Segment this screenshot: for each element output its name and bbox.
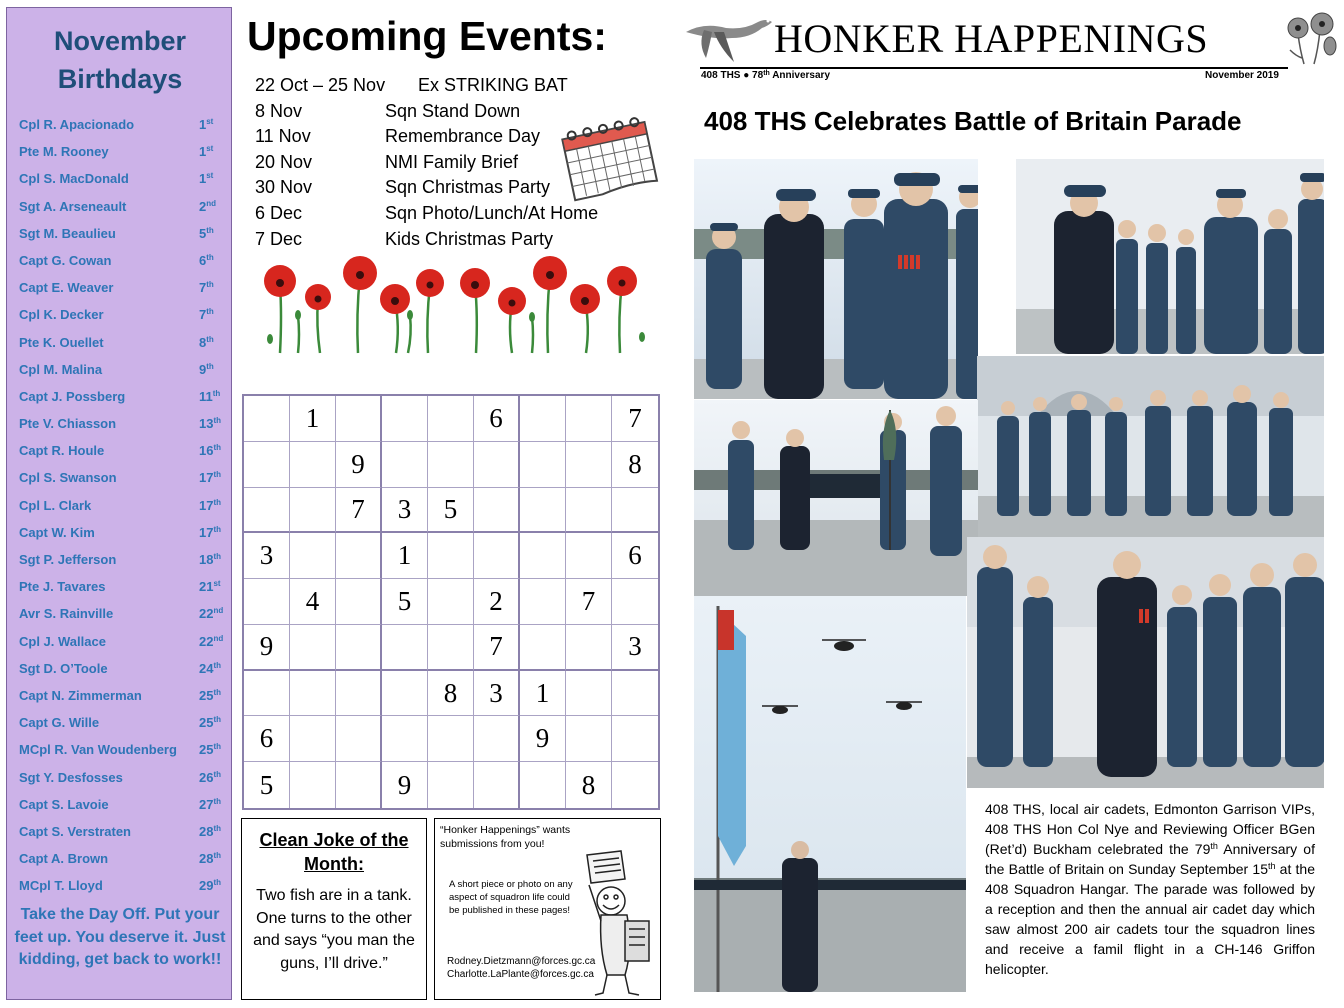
birthday-day: 18th [199, 552, 222, 567]
birthday-name: Capt A. Brown [19, 851, 109, 867]
birthday-name: Capt R. Houle [19, 443, 105, 459]
sudoku-cell[interactable] [336, 762, 382, 808]
sudoku-cell[interactable] [612, 579, 658, 625]
email-link-2[interactable]: Charlotte.LaPlante@forces.gc.ca [447, 969, 594, 980]
parade-photo-flypast [694, 596, 966, 992]
birthday-name: Pte J. Tavares [19, 579, 106, 595]
sudoku-cell[interactable]: 7 [474, 625, 520, 671]
birthday-row [19, 248, 223, 275]
birthday-row [19, 737, 223, 764]
birthday-day: 8th [199, 334, 214, 350]
sudoku-cell[interactable] [566, 488, 612, 534]
birthday-name: Avr S. Rainville [19, 606, 114, 622]
sudoku-cell[interactable] [474, 442, 520, 488]
birthday-day: 9th [199, 361, 214, 377]
birthday-name: Cpl L. Clark [19, 497, 92, 513]
birthday-day: 6th [199, 252, 214, 268]
birthday-day: 11th [199, 388, 221, 404]
parade-photo-cadets [1016, 159, 1324, 354]
event-date: 30 Nov [255, 177, 313, 198]
sudoku-cell[interactable]: 7 [612, 396, 658, 442]
sudoku-cell[interactable] [290, 488, 336, 534]
submissions-body: A short piece or photo on any aspect of squadron life could be published in these pages! [449, 879, 573, 916]
goose-logo-icon [684, 8, 776, 64]
sudoku-cell[interactable] [290, 533, 336, 579]
sudoku-cell[interactable] [290, 442, 336, 488]
sudoku-cell[interactable] [244, 442, 290, 488]
event-date: 7 Dec [255, 228, 303, 249]
birthday-day: 21st [199, 579, 221, 595]
events-title: Upcoming Events: [247, 13, 607, 59]
sudoku-cell[interactable] [336, 579, 382, 625]
birthdays-panel [6, 7, 232, 1000]
joke-box [241, 818, 427, 1000]
sudoku-cell[interactable] [336, 533, 382, 579]
sudoku-cell[interactable] [336, 625, 382, 671]
sudoku-cell[interactable]: 9 [520, 716, 566, 762]
birthday-day: 25th [199, 687, 222, 703]
sudoku-cell[interactable] [244, 396, 290, 442]
sudoku-cell[interactable] [566, 533, 612, 579]
sudoku-cell[interactable] [382, 716, 428, 762]
birthday-row [19, 411, 223, 438]
email-link-1[interactable]: Rodney.Dietzmann@forces.gc.ca [447, 956, 596, 967]
event-name: Sqn Christmas Party [385, 177, 551, 198]
sudoku-cell[interactable]: 5 [428, 488, 474, 534]
birthday-row [19, 465, 223, 492]
event-name: Ex STRIKING BAT [418, 75, 568, 95]
birthday-name: MCpl R. Van Woudenberg [19, 742, 177, 758]
event-name: Kids Christmas Party [385, 228, 554, 249]
event-name: Sqn Stand Down [385, 100, 521, 121]
sudoku-cell[interactable] [474, 762, 520, 808]
sudoku-cell[interactable]: 8 [428, 671, 474, 717]
sudoku-cell[interactable]: 3 [382, 488, 428, 534]
birthday-name: Cpl S. MacDonald [19, 171, 129, 187]
event-row [255, 72, 675, 98]
sudoku-cell[interactable]: 5 [382, 579, 428, 625]
birthday-name: Sgt A. Arseneault [19, 198, 127, 214]
sudoku-cell[interactable] [290, 762, 336, 808]
birthday-day: 29th [199, 878, 222, 894]
sudoku-grid[interactable] [242, 394, 660, 810]
birthday-row [19, 819, 223, 846]
event-name: Sqn Photo/Lunch/At Home [385, 202, 599, 223]
event-date: 6 Dec [255, 202, 303, 223]
calendar-icon [555, 112, 665, 202]
sudoku-cell[interactable] [290, 671, 336, 717]
sudoku-cell[interactable]: 9 [382, 762, 428, 808]
birthday-row [19, 139, 223, 166]
birthday-day: 16th [199, 443, 222, 459]
sudoku-cell[interactable] [566, 442, 612, 488]
event-date: 8 Nov [255, 100, 303, 121]
parade-photo-inspection [694, 159, 978, 399]
sudoku-cell[interactable] [474, 488, 520, 534]
birthdays-title: November Birthdays [53, 26, 187, 94]
birthday-row [19, 275, 223, 302]
sudoku-cell[interactable] [566, 625, 612, 671]
sudoku-cell[interactable] [566, 396, 612, 442]
birthday-row [19, 629, 223, 656]
sudoku-cell[interactable] [382, 625, 428, 671]
sudoku-cell[interactable]: 8 [612, 442, 658, 488]
sudoku-cell[interactable] [428, 396, 474, 442]
article-body: 408 THS, local air cadets, Edmonton Garrison VIPs, 408 THS Hon Col Nye and Reviewing Officer BGen (Ret’d) Buckham celebrated the 79th Anniversary of the Battle of Britain on Sunday September 15th at the 408 Squadron Hangar. The parade was followed by a reception and then the annual air cadet day which saw almost 200 air cadets tour the squadron lines and receive a famil flight in a CH-146 Griffon helicopter. [985, 801, 1315, 977]
birthday-row [19, 493, 223, 520]
anniversary-label: 408 THS ● 78th Anniversary [701, 70, 831, 81]
event-name: NMI Family Brief [385, 151, 519, 172]
birthday-name: Capt G. Cowan [19, 252, 112, 268]
parade-photo-reviewing-officer [967, 537, 1324, 788]
birthday-name: Capt N. Zimmerman [19, 687, 142, 703]
sudoku-cell[interactable]: 3 [244, 533, 290, 579]
birthday-day: 28th [199, 823, 222, 839]
sudoku-cell[interactable] [244, 579, 290, 625]
sudoku-cell[interactable]: 7 [566, 579, 612, 625]
birthday-name: Cpl R. Apacionado [19, 117, 135, 132]
poppies-illustration [250, 255, 660, 355]
sudoku-cell[interactable] [520, 488, 566, 534]
birthday-row [19, 330, 223, 357]
birthday-name: Capt J. Possberg [19, 388, 126, 404]
event-row [255, 200, 675, 226]
sudoku-cell[interactable]: 6 [474, 396, 520, 442]
birthday-name: Capt S. Lavoie [19, 796, 109, 812]
sudoku-cell[interactable]: 3 [474, 671, 520, 717]
submissions-emails [447, 955, 595, 981]
event-date: 20 Nov [255, 151, 313, 172]
birthday-row [19, 221, 223, 248]
event-date: 11 Nov [255, 126, 311, 147]
sudoku-cell[interactable] [290, 625, 336, 671]
sudoku-cell[interactable] [566, 671, 612, 717]
birthday-row [19, 710, 223, 737]
sudoku-cell[interactable] [382, 396, 428, 442]
event-date: 22 Oct – 25 Nov [255, 75, 386, 95]
birthday-name: Pte K. Ouellet [19, 334, 104, 350]
newsletter-title: HONKER HAPPENINGS [774, 16, 1209, 61]
birthday-name: Cpl K. Decker [19, 307, 104, 323]
sudoku-cell[interactable]: 2 [474, 579, 520, 625]
sudoku-cell[interactable] [428, 716, 474, 762]
birthday-day: 22nd [199, 606, 224, 622]
birthday-name: Pte M. Rooney [19, 144, 109, 160]
sudoku-cell[interactable] [428, 442, 474, 488]
birthday-row [19, 194, 223, 221]
sudoku-cell[interactable]: 5 [244, 762, 290, 808]
birthday-day: 7th [199, 307, 214, 323]
sudoku-cell[interactable] [520, 396, 566, 442]
joke-body: Two fish are in a tank. One turns to the other and says “you man the guns, I’ll drive.” [253, 887, 415, 972]
birthday-name: Sgt D. O’Toole [19, 660, 108, 676]
sudoku-cell[interactable] [336, 396, 382, 442]
birthday-name: MCpl T. Lloyd [19, 878, 103, 894]
birthday-row [19, 384, 223, 411]
birthday-name: Pte V. Chiasson [19, 416, 117, 432]
birthday-row [19, 547, 223, 574]
sudoku-cell[interactable]: 3 [612, 625, 658, 671]
submissions-heading: “Honker Happenings” wants submissions from you! [440, 824, 571, 850]
birthday-day: 1st [199, 171, 214, 187]
event-row [255, 226, 675, 252]
sudoku-cell[interactable] [428, 533, 474, 579]
birthday-row [19, 792, 223, 819]
birthday-day: 26th [199, 769, 222, 785]
sudoku-cell[interactable] [244, 671, 290, 717]
parade-photo-march [977, 356, 1324, 537]
poppy-corner-icon [1280, 6, 1340, 66]
birthday-day: 17th [199, 497, 222, 513]
birthday-row [19, 846, 223, 873]
sudoku-cell[interactable]: 6 [612, 533, 658, 579]
birthday-name: Cpl J. Wallace [19, 633, 106, 649]
birthday-day: 17th [199, 524, 222, 540]
birthday-day: 13th [199, 416, 222, 432]
event-name: Remembrance Day [385, 126, 541, 147]
sudoku-cell[interactable] [612, 716, 658, 762]
birthday-row [19, 873, 223, 900]
sudoku-cell[interactable] [382, 442, 428, 488]
sudoku-cell[interactable] [474, 533, 520, 579]
joke-title: Clean Joke of the Month: [259, 830, 409, 874]
sudoku-cell[interactable] [612, 671, 658, 717]
birthday-day: 1st [199, 144, 214, 160]
sudoku-cell[interactable] [474, 716, 520, 762]
sudoku-cell[interactable]: 1 [290, 396, 336, 442]
birthday-day: 17th [199, 470, 222, 486]
sudoku-cell[interactable] [382, 671, 428, 717]
birthday-day: 27th [199, 796, 222, 812]
birthday-day: 25th [199, 742, 222, 758]
article-headline: 408 THS Celebrates Battle of Britain Parade [704, 106, 1242, 136]
birthday-name: Capt S. Verstraten [19, 823, 131, 839]
sudoku-cell[interactable]: 4 [290, 579, 336, 625]
sudoku-cell[interactable]: 1 [520, 671, 566, 717]
birthday-day: 22nd [199, 633, 224, 649]
birthday-row [19, 438, 223, 465]
header-rule [700, 67, 1288, 69]
sudoku-cell[interactable]: 7 [336, 488, 382, 534]
birthday-day: 5th [199, 225, 214, 241]
birthdays-footer: Take the Day Off. Put your feet up. You deserve it. Just kidding, get back to work!! [14, 906, 226, 968]
birthday-name: Sgt P. Jefferson [19, 552, 117, 567]
sudoku-cell[interactable] [428, 625, 474, 671]
birthday-row [19, 601, 223, 628]
sudoku-cell[interactable] [336, 671, 382, 717]
sudoku-cell[interactable] [520, 533, 566, 579]
birthday-row [19, 683, 223, 710]
birthday-day: 7th [199, 280, 214, 296]
birthday-day: 25th [199, 715, 222, 731]
birthday-name: Capt G. Wille [19, 715, 100, 731]
birthday-list [19, 112, 223, 900]
birthday-row [19, 765, 223, 792]
sudoku-cell[interactable] [290, 716, 336, 762]
birthday-row [19, 302, 223, 329]
birthday-day: 2nd [199, 198, 217, 214]
sudoku-cell[interactable] [520, 579, 566, 625]
sudoku-cell[interactable] [520, 625, 566, 671]
birthday-row [19, 112, 223, 139]
birthday-day: 24th [199, 660, 222, 676]
sudoku-cell[interactable] [336, 716, 382, 762]
sudoku-cell[interactable] [520, 442, 566, 488]
birthday-day: 1st [199, 117, 214, 132]
birthday-name: Cpl S. Swanson [19, 470, 117, 486]
sudoku-cell[interactable] [612, 762, 658, 808]
sudoku-cell[interactable]: 8 [566, 762, 612, 808]
birthday-row [19, 166, 223, 193]
sudoku-cell[interactable] [428, 762, 474, 808]
birthday-day: 28th [199, 851, 222, 867]
sudoku-cell[interactable] [244, 488, 290, 534]
birthday-row [19, 574, 223, 601]
sudoku-cell[interactable] [566, 716, 612, 762]
sudoku-cell[interactable]: 9 [244, 625, 290, 671]
newspaper-cartoon-icon [581, 849, 657, 997]
birthday-row [19, 520, 223, 547]
birthday-name: Sgt Y. Desfosses [19, 769, 123, 785]
sudoku-cell[interactable] [520, 762, 566, 808]
birthday-name: Capt E. Weaver [19, 280, 114, 296]
sudoku-cell[interactable]: 9 [336, 442, 382, 488]
sudoku-cell[interactable]: 1 [382, 533, 428, 579]
sudoku-cell[interactable] [612, 488, 658, 534]
birthday-name: Capt W. Kim [19, 524, 95, 540]
birthday-row [19, 656, 223, 683]
parade-photo-salute [694, 400, 978, 596]
sudoku-cell[interactable]: 6 [244, 716, 290, 762]
issue-date: November 2019 [1205, 70, 1279, 81]
birthday-name: Sgt M. Beaulieu [19, 225, 116, 241]
sudoku-cell[interactable] [428, 579, 474, 625]
submissions-box [434, 818, 661, 1000]
birthday-row [19, 357, 223, 384]
birthday-name: Cpl M. Malina [19, 361, 103, 377]
